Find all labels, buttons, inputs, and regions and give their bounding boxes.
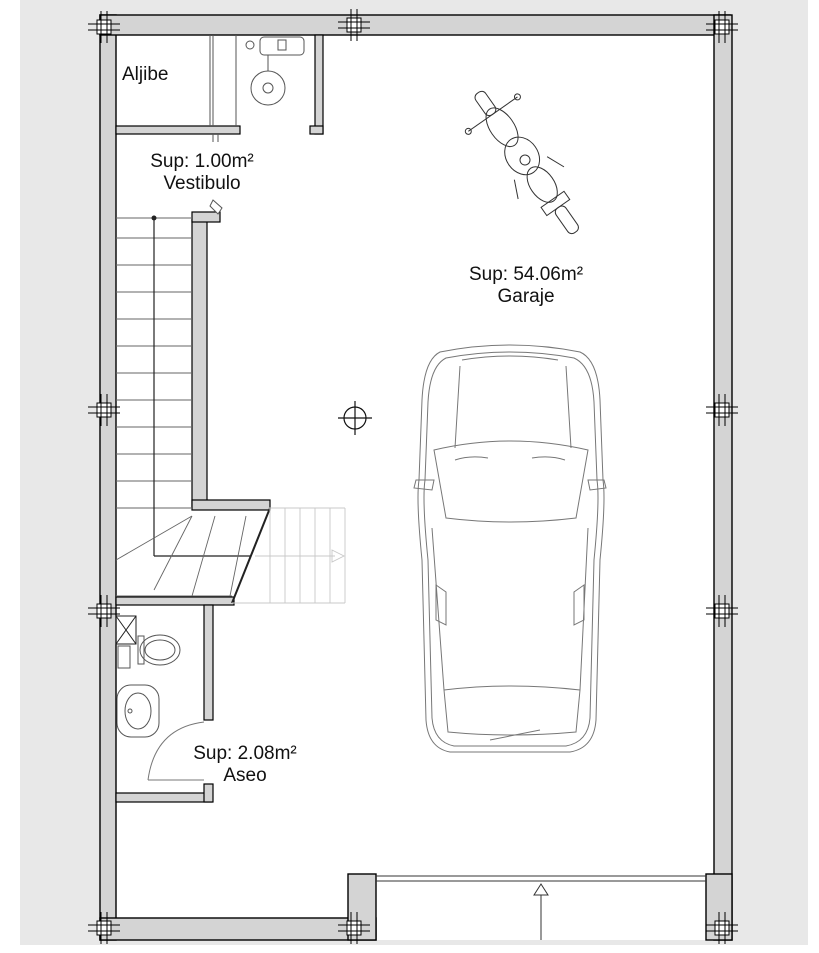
room-name: Aseo xyxy=(223,765,267,786)
wall-left xyxy=(100,15,116,940)
room-label-vestibulo xyxy=(140,151,264,195)
aseo-bottom-wall xyxy=(116,793,212,802)
aljibe-wall-right xyxy=(315,35,323,134)
aljibe-wall-bottom xyxy=(116,126,240,134)
aseo-top-wall xyxy=(116,597,234,605)
room-label-garaje xyxy=(456,264,596,308)
room-name: Garaje xyxy=(497,286,555,307)
stair-wall-bottom xyxy=(192,500,270,510)
room-area: Sup: 2.08m² xyxy=(193,743,297,764)
room-name: Vestibulo xyxy=(163,173,241,194)
room-label-aseo xyxy=(180,743,310,787)
wall-bottom-left xyxy=(100,918,376,940)
wall-right xyxy=(714,15,732,940)
room-area: Sup: 1.00m² xyxy=(150,151,254,172)
room-name: Aljibe xyxy=(122,64,169,85)
stair-wall-top xyxy=(192,212,220,222)
wall-top xyxy=(100,15,730,35)
aseo-right-wall xyxy=(204,605,213,720)
room-label-aljibe xyxy=(122,64,168,86)
room-area: Sup: 54.06m² xyxy=(468,264,584,285)
aljibe-wall-bottom-2 xyxy=(310,126,323,134)
stair-wall xyxy=(192,220,207,508)
